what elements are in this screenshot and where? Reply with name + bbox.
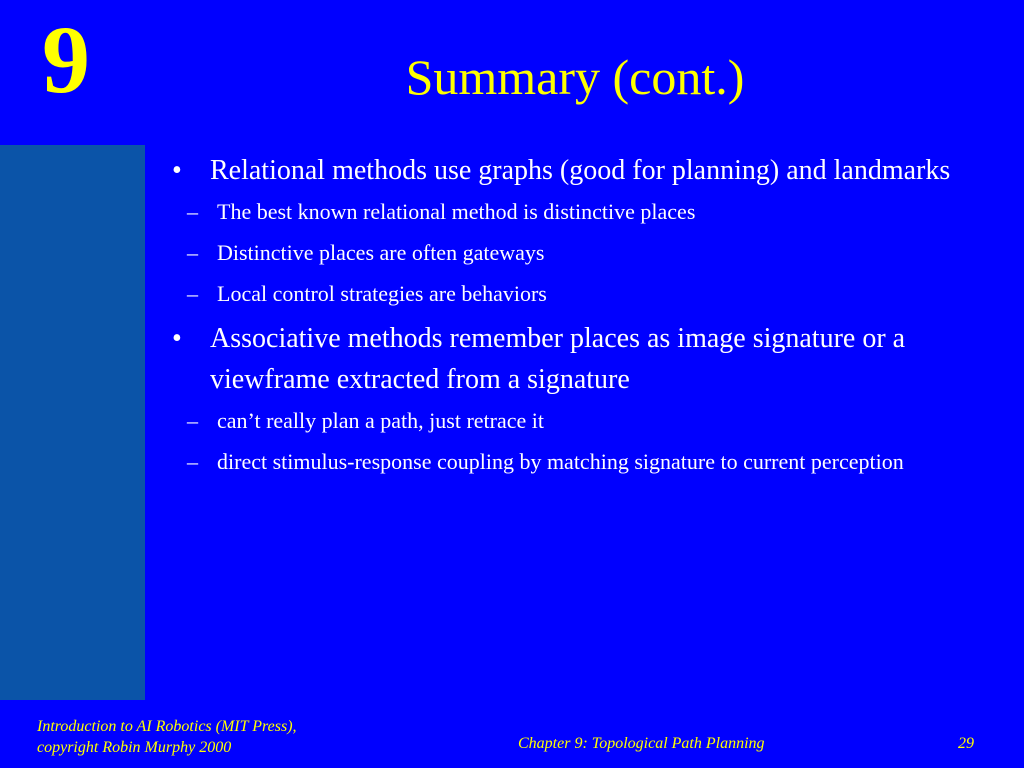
sub-bullet-item bbox=[182, 195, 982, 228]
side-panel bbox=[0, 145, 145, 700]
sub-bullet-text: Distinctive places are often gateways bbox=[217, 240, 545, 265]
sub-bullet-marker: – bbox=[187, 240, 198, 265]
footer-page-number: 29 bbox=[958, 735, 974, 752]
slide-title: Summary (cont.) bbox=[405, 49, 745, 105]
sub-bullet-text: Local control strategies are behaviors bbox=[217, 281, 547, 306]
sub-bullet-text: can’t really plan a path, just retrace it bbox=[217, 408, 545, 433]
sub-bullet-item bbox=[182, 445, 982, 478]
bullet-text: Relational methods use graphs (good for planning) and landmarks bbox=[210, 155, 951, 186]
chapter-number: 9 bbox=[42, 6, 90, 113]
sub-bullet-marker: – bbox=[187, 199, 198, 224]
sub-bullet-item bbox=[182, 236, 982, 269]
sub-bullet-item bbox=[182, 404, 982, 437]
footer-copyright-line1: Introduction to AI Robotics (MIT Press), bbox=[37, 718, 297, 735]
sub-bullet-marker: – bbox=[187, 281, 198, 306]
sub-bullet-marker: – bbox=[187, 449, 198, 474]
sub-bullet-marker: – bbox=[187, 408, 198, 433]
sub-bullet-item bbox=[182, 277, 982, 310]
bullet-list bbox=[172, 150, 982, 478]
footer-chapter-title: Chapter 9: Topological Path Planning bbox=[518, 735, 765, 752]
sub-bullet-group bbox=[172, 195, 982, 310]
bullet-marker: • bbox=[172, 155, 182, 186]
sub-bullet-text: The best known relational method is distinctive places bbox=[217, 199, 696, 224]
footer-copyright bbox=[37, 716, 297, 758]
bullet-text: Associative methods remember places as image signature or a viewframe extracted from a signature bbox=[210, 323, 906, 395]
sub-bullet-list bbox=[172, 195, 982, 310]
sub-bullet-text: direct stimulus-response coupling by matching signature to current perception bbox=[217, 449, 904, 474]
footer-copyright-line2: copyright Robin Murphy 2000 bbox=[37, 739, 232, 756]
slide-content bbox=[172, 150, 982, 486]
bullet-item bbox=[172, 150, 982, 191]
bullet-item bbox=[172, 318, 982, 400]
bullet-marker: • bbox=[172, 323, 182, 354]
sub-bullet-list bbox=[172, 404, 982, 478]
sub-bullet-group bbox=[172, 404, 982, 478]
